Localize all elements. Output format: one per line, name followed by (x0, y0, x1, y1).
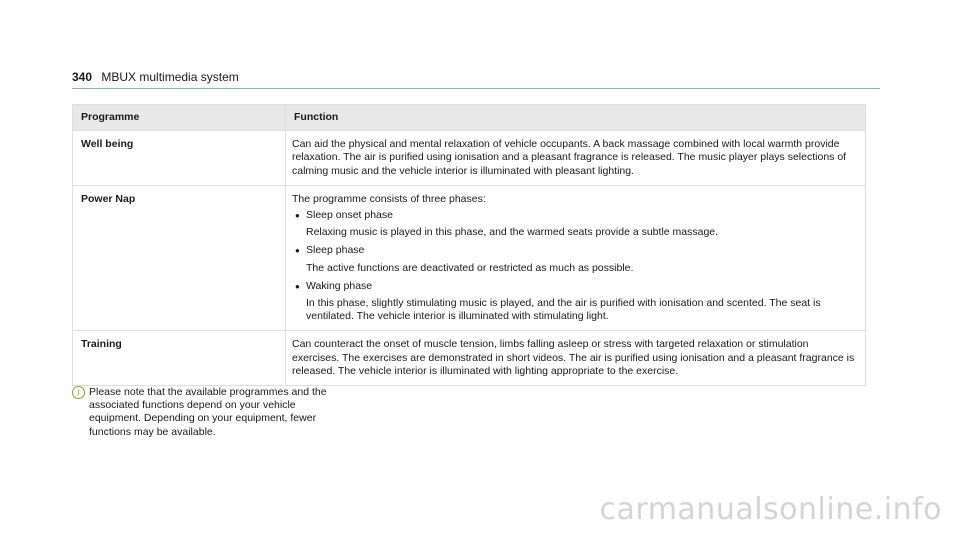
phase-description: Relaxing music is played in this phase, and the warmed seats provide a subtle massage. (306, 226, 719, 239)
watermark: carmanualsonline.info (599, 492, 942, 527)
table-row (73, 131, 866, 186)
phase-description: In this phase, slightly stimulating music is played, and the air is purified with ionisation and scented. The seat is ventilated. The vehicle interior is illuminated with stimulating light. (306, 297, 821, 323)
section-title: MBUX multimedia system (101, 70, 239, 84)
phase-description: The active functions are deactivated or restricted as much as possible. (306, 261, 634, 274)
info-icon: i (72, 386, 85, 399)
programme-table (72, 104, 866, 386)
function-intro: The programme consists of three phases: (292, 192, 486, 205)
table-row (73, 331, 866, 386)
list-item (292, 280, 857, 324)
phase-title: Waking phase (306, 279, 373, 292)
page-number: 340 (72, 70, 93, 84)
programme-name: Training (73, 331, 286, 386)
programme-name: Well being (73, 131, 286, 186)
page-header (72, 66, 880, 89)
column-header-programme: Programme (73, 105, 286, 131)
phase-list (292, 209, 857, 323)
programme-name: Power Nap (73, 185, 286, 331)
column-header-function: Function (286, 105, 866, 131)
bullet-icon: ● (295, 211, 300, 221)
phase-title: Sleep phase (306, 244, 365, 257)
function-text: Can counteract the onset of muscle tension, limbs falling asleep or stress with targeted relaxation or stimulation exercises. The exercises are demonstrated in short videos. The air is purified using ionisation and a pleasant fragrance is released. The vehicle interior is illuminated with lighting appropriate to the exercise. (292, 338, 855, 377)
table-header-row (73, 105, 866, 131)
function-text: Can aid the physical and mental relaxation of vehicle occupants. A back massage combined with local warmth provide relaxation. The air is purified using ionisation and a pleasant fragrance is released. The music player plays selections of calming music and the vehicle interior is illuminated with pleasant lighting. (292, 138, 847, 177)
note-text: Please note that the available programmes and the associated functions depend on your vehicle equipment. Depending on your equipment, fewer functions may be available. (89, 386, 327, 438)
bullet-icon: ● (295, 246, 300, 256)
list-item (292, 209, 857, 244)
programme-function (286, 331, 866, 386)
table-row (73, 185, 866, 331)
programme-function (286, 185, 866, 331)
info-note (72, 386, 342, 439)
phase-title: Sleep onset phase (306, 209, 393, 222)
programme-function (286, 131, 866, 186)
list-item (292, 244, 857, 279)
bullet-icon: ● (295, 281, 300, 291)
